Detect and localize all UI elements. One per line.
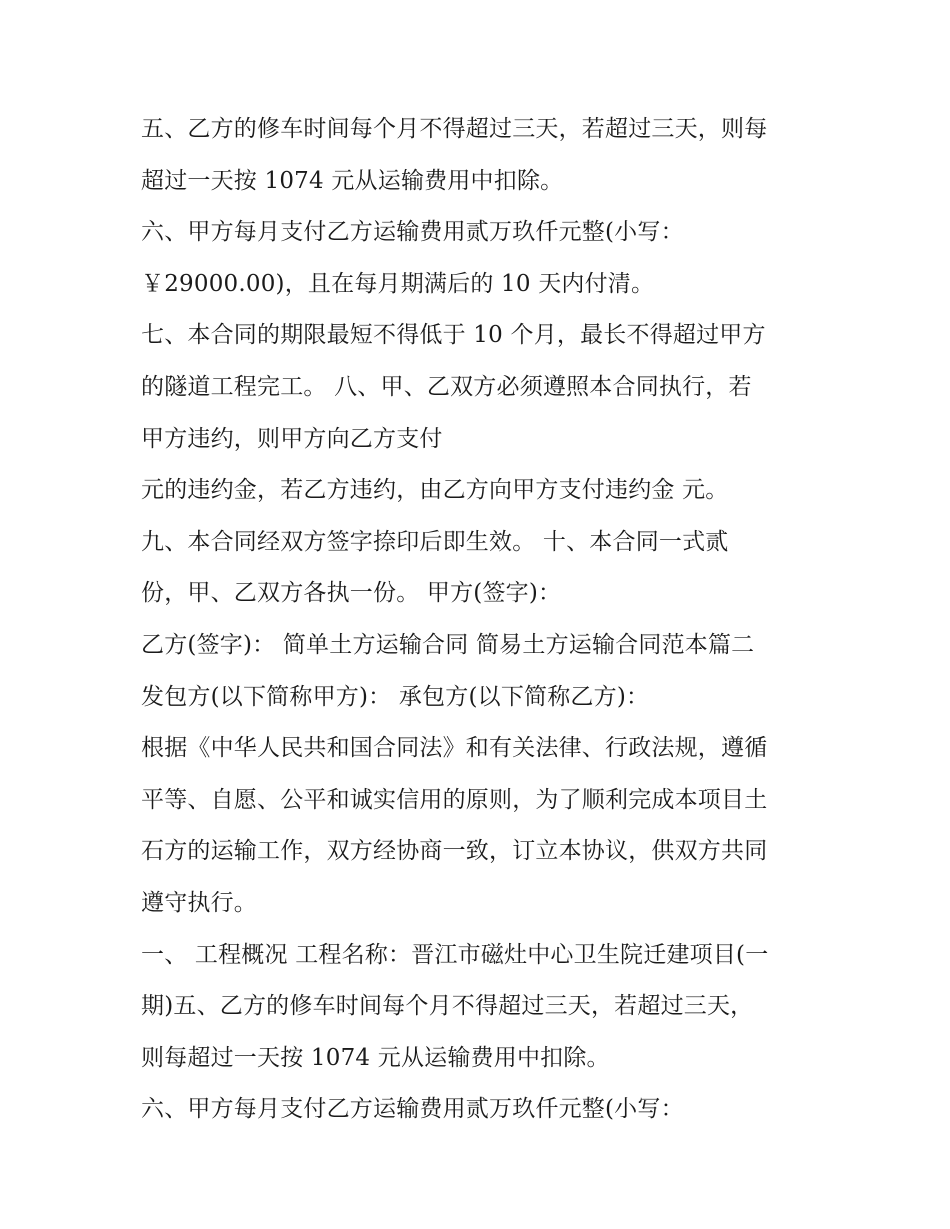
text-line: 六、甲方每月支付乙方运输费用贰万玖仟元整(小写： bbox=[141, 219, 684, 246]
text-line: 乙方(签字)： 简单土方运输合同 简易土方运输合同范本篇二 bbox=[141, 631, 755, 658]
text-line: 元的违约金，若乙方违约，由乙方向甲方支付违约金 元。 bbox=[141, 477, 729, 504]
text-line: 根据《中华人民共和国合同法》和有关法律、行政法规，遵循 bbox=[141, 735, 768, 762]
text-line: 甲方违约，则甲方向乙方支付 bbox=[141, 425, 443, 452]
text-line: 平等、自愿、公平和诚实信用的原则，为了顺利完成本项目土 bbox=[141, 786, 768, 813]
text-line: 则每超过一天按 1074 元从运输费用中扣除。 bbox=[141, 1044, 610, 1071]
text-line: 期)五、乙方的修车时间每个月不得超过三天，若超过三天， bbox=[141, 993, 754, 1020]
text-line: 超过一天按 1074 元从运输费用中扣除。 bbox=[141, 167, 564, 194]
text-line: 遵守执行。 bbox=[141, 889, 257, 916]
text-line: 六、甲方每月支付乙方运输费用贰万玖仟元整(小写： bbox=[141, 1096, 684, 1123]
text-line: 一、 工程概况 工程名称：晋江市磁灶中心卫生院迁建项目(一 bbox=[141, 941, 769, 968]
text-line: 的隧道工程完工。 八、甲、乙双方必须遵照本合同执行，若 bbox=[141, 373, 752, 400]
text-line: 七、本合同的期限最短不得低于 10 个月，最长不得超过甲方 bbox=[141, 322, 766, 349]
document-body bbox=[141, 104, 831, 1136]
text-line: 发包方(以下简称甲方)： 承包方(以下简称乙方)： bbox=[141, 683, 650, 710]
text-line: ￥29000.00)，且在每月期满后的 10 天内付清。 bbox=[141, 270, 655, 297]
text-line: 石方的运输工作，双方经协商一致，订立本协议，供双方共同 bbox=[141, 838, 768, 865]
text-line: 份，甲、乙双方各执一份。 甲方(签字)： bbox=[141, 580, 562, 607]
text-line: 九、本合同经双方签字捺印后即生效。 十、本合同一式贰 bbox=[141, 528, 729, 555]
text-line: 五、乙方的修车时间每个月不得超过三天，若超过三天，则每 bbox=[141, 116, 768, 142]
